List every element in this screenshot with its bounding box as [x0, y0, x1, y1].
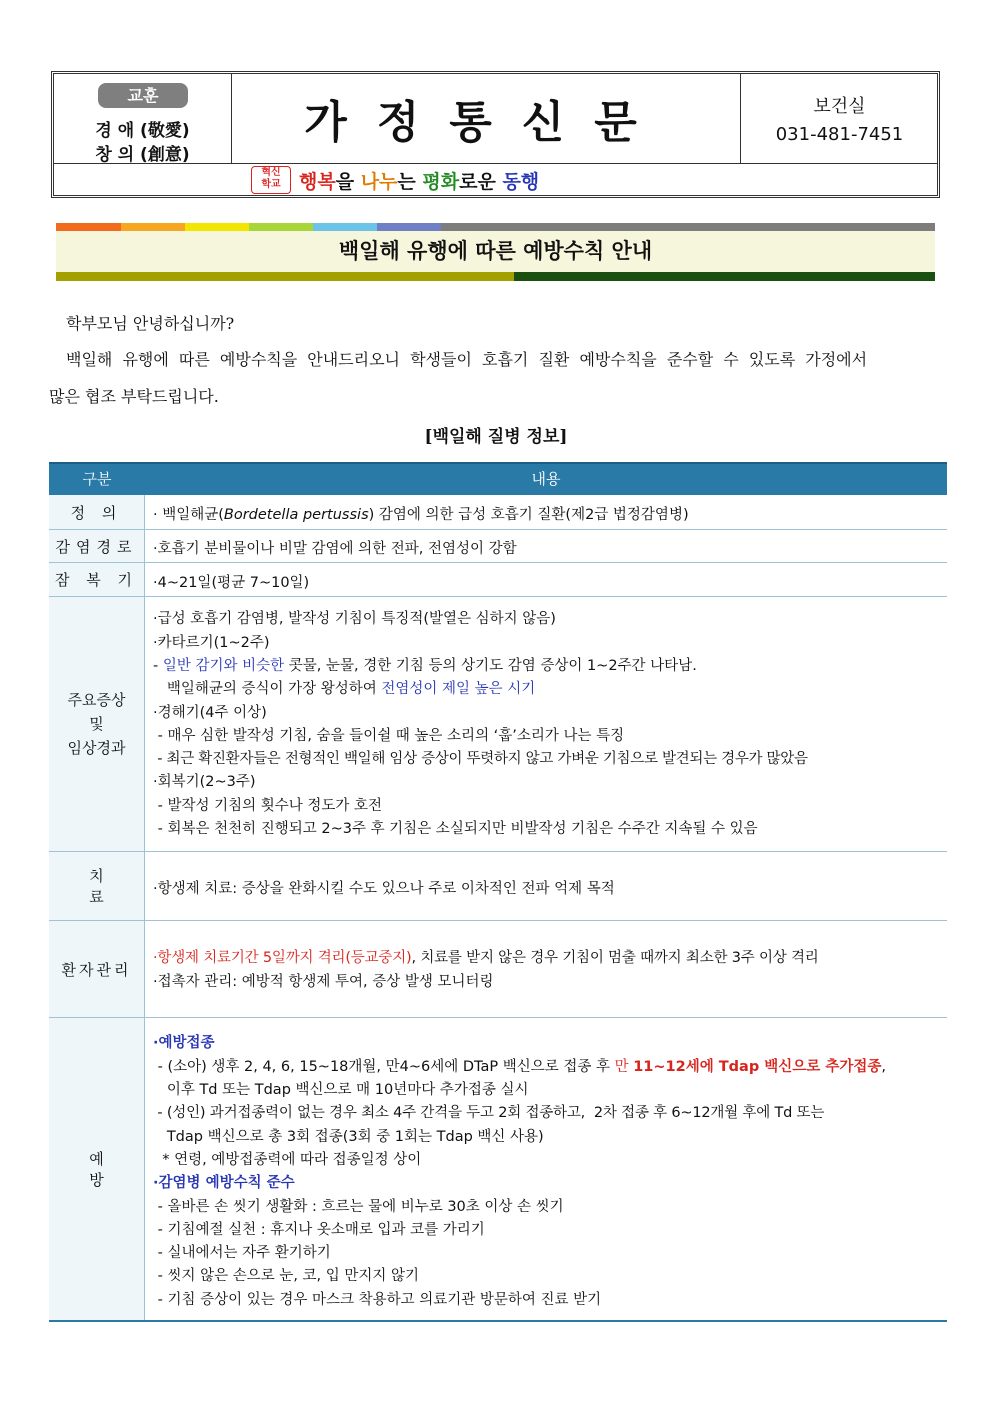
row-label: 예 방 — [49, 1018, 145, 1320]
content-line: - 최근 확진환자들은 전형적인 백일해 임상 증상이 뚜렷하지 않고 가벼운 기침으로 발견되는 경우가 많았음 — [153, 751, 808, 767]
motto-line-2: 창 의 (創意) — [95, 145, 190, 165]
content-line — [153, 503, 689, 524]
row-label: 치 료 — [49, 852, 145, 920]
text: , — [881, 1059, 886, 1075]
content-line — [153, 654, 697, 675]
motto-line-1: 경 애 (敬愛) — [95, 121, 190, 141]
stripe-segment — [121, 223, 185, 231]
stripe-segment — [56, 272, 514, 281]
badge-text-1: 혁신 — [261, 167, 281, 178]
contact-cell — [740, 74, 938, 164]
content-line: - 씻지 않은 손으로 눈, 코, 입 만지지 않기 — [153, 1268, 420, 1284]
highlight-text: 일반 감기와 비슷한 — [162, 658, 285, 674]
slogan-part: 동행 — [502, 171, 540, 193]
intro-line-2: 많은 협조 부탁드립니다. — [49, 387, 219, 406]
text: , 치료를 받지 않은 경우 기침이 멈출 때까지 최소한 3주 이상 격리 — [411, 950, 819, 966]
slogan-part: 평화 — [422, 171, 460, 193]
text: 백일해균의 증식이 가장 왕성하여 — [153, 681, 382, 697]
color-stripe-bottom — [56, 272, 935, 281]
slogan-part: 을 — [335, 171, 361, 193]
text: - — [153, 658, 163, 674]
table-row-infection-route — [49, 530, 947, 563]
highlight-text: 11~12세에 Tdap 백신으로 추가접종 — [633, 1059, 882, 1075]
slogan-part: 는 — [397, 171, 423, 193]
text: 콧물, 눈물, 경한 기침 등의 상기도 감염 증상이 1~2주간 나타남. — [284, 658, 697, 674]
row-label: 감염경로 — [49, 530, 145, 562]
content-line: 이후 Td 또는 Tdap 백신으로 매 10년마다 추가접종 실시 — [153, 1082, 529, 1098]
content-line: ·경해기(4주 이상) — [153, 705, 267, 721]
label-line: 및 — [89, 715, 104, 733]
subheading-vaccination: ·예방접종 — [153, 1035, 215, 1051]
content-line: - 발작성 기침의 횟수나 정도가 호전 — [153, 798, 382, 814]
content-line: - 실내에서는 자주 환기하기 — [153, 1245, 331, 1261]
content-line: * 연령, 예방접종력에 따라 접종일정 상이 — [153, 1152, 422, 1168]
slogan-part: 로운 — [459, 171, 503, 193]
content-line — [153, 1055, 886, 1076]
content-line: - 기침예절 실천 : 휴지나 옷소매로 입과 코를 가리기 — [153, 1222, 485, 1238]
table-row-treatment — [49, 852, 947, 921]
stripe-segment — [185, 223, 249, 231]
table-row-prevention — [49, 1018, 947, 1322]
stripe-segment — [56, 223, 121, 231]
row-label: 정 의 — [49, 495, 145, 529]
row-label: 환자관리 — [49, 921, 145, 1017]
text: - (소아) 생후 2, 4, 6, 15~18개월, 만4~6세에 DTaP 백신으로 접종 후 — [153, 1059, 615, 1075]
content-line: - 올바른 손 씻기 생활화 : 흐르는 물에 비누로 30초 이상 손 씻기 — [153, 1199, 564, 1215]
slogan-part: 행복 — [299, 171, 336, 193]
content-line: ·회복기(2~3주) — [153, 774, 256, 790]
column-header-category: 구분 — [82, 470, 112, 488]
notice-title-banner: 백일해 유행에 따른 예방수칙 안내 — [56, 231, 935, 272]
section-title: [백일해 질병 정보] — [424, 427, 568, 447]
row-label: 잠 복 기 — [49, 563, 145, 596]
highlight-text: 만 — [614, 1059, 634, 1075]
badge-text-2: 학교 — [261, 179, 281, 190]
intro-line-1: 백일해 유행에 따른 예방수칙을 안내드리오니 학생들이 호흡기 질환 예방수칙을 준수할 수 있도록 가정에서 — [66, 350, 868, 369]
stripe-segment — [514, 272, 935, 281]
content-line: ·호흡기 분비물이나 비말 감염에 의한 전파, 전염성이 강함 — [153, 541, 517, 557]
column-header-content: 내용 — [531, 470, 561, 488]
content-line: - (성인) 과거접종력이 없는 경우 최소 4주 간격을 두고 2회 접종하고, 2차 접종 후 6~12개월 후에 Td 또는 — [153, 1105, 825, 1121]
label-line: 임상경과 — [67, 739, 126, 757]
slogan-part: 나누 — [360, 171, 398, 193]
table-row-definition — [49, 495, 947, 530]
content-line: ·급성 호흡기 감염병, 발작성 기침이 특징적(발열은 심하지 않음) — [153, 611, 556, 627]
scientific-name: Bordetella pertussis — [223, 507, 369, 523]
stripe-segment — [313, 223, 377, 231]
content-line: ·접촉자 관리: 예방적 항생제 투여, 증상 발생 모니터링 — [153, 974, 494, 990]
greeting: 학부모님 안녕하십니까? — [66, 314, 235, 333]
text: · 백일해균( — [153, 507, 224, 523]
innovation-school-badge — [251, 166, 291, 194]
content-line: ·항생제 치료: 증상을 완화시킬 수도 있으나 주로 이차적인 전파 억제 목적 — [153, 881, 615, 897]
stripe-segment — [249, 223, 313, 231]
phone-number: 031-481-7451 — [775, 124, 904, 145]
content-line: - 기침 증상이 있는 경우 마스크 착용하고 의료기관 방문하여 진료 받기 — [153, 1292, 602, 1308]
motto-label: 교훈 — [98, 83, 188, 108]
content-line: ·카타르기(1~2주) — [153, 635, 270, 651]
newsletter-header — [51, 71, 940, 198]
table-header — [49, 462, 947, 495]
label-line: 주요증상 — [67, 691, 126, 709]
slogan-row — [54, 163, 937, 195]
school-motto-cell — [54, 74, 232, 164]
table-row-patient-management — [49, 921, 947, 1018]
color-stripe-top — [56, 223, 935, 231]
content-line: - 회복은 천천히 진행되고 2~3주 후 기침은 소실되지만 비발작성 기침은 수주간 지속될 수 있음 — [153, 821, 758, 837]
table-row-symptoms — [49, 597, 947, 852]
text: ) 감염에 의한 급성 호흡기 질환(제2급 법정감염병) — [368, 507, 689, 523]
newsletter-title: 가정통신문 — [304, 97, 667, 148]
content-line — [153, 946, 819, 967]
content-line: ·4~21일(평균 7~10일) — [153, 575, 310, 591]
school-slogan — [299, 167, 539, 194]
content-line: Tdap 백신으로 총 3회 접종(3회 중 1회는 Tdap 백신 사용) — [153, 1129, 544, 1145]
highlight-text: ·항생제 치료기간 5일까지 격리(등교중지) — [153, 950, 412, 966]
content-line — [153, 677, 535, 698]
table-row-incubation — [49, 563, 947, 597]
department: 보건실 — [813, 96, 866, 117]
stripe-segment — [377, 223, 441, 231]
highlight-text: 전염성이 제일 높은 시기 — [381, 681, 536, 697]
content-line: - 매우 심한 발작성 기침, 숨을 들이쉴 때 높은 소리의 ‘훕’소리가 나는 특징 — [153, 728, 625, 744]
stripe-segment — [441, 223, 935, 231]
row-label — [49, 597, 145, 851]
subheading-prevention-rules: ·감염병 예방수칙 준수 — [153, 1175, 295, 1191]
title-cell — [231, 74, 740, 164]
